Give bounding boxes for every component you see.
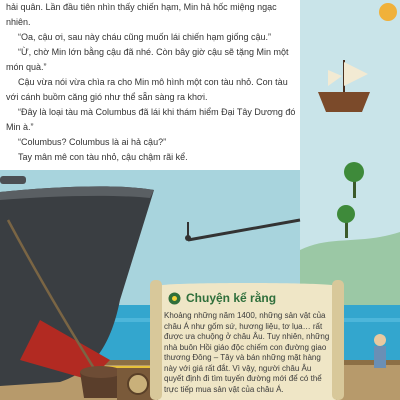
story-text <box>6 0 296 165</box>
bollard-top <box>80 366 122 378</box>
sidebar-title: Chuyện kể rằng <box>186 291 277 305</box>
tree-2 <box>337 205 355 223</box>
story-line: Cậu vừa nói vừa chìa ra cho Min mô hình một con tàu nhỏ. Con tàu với cánh buồm căng gió như thể sẵn sàng ra khơi. <box>6 77 288 102</box>
story-line: “Ừ, chờ Min lớn bằng cậu đã nhé. Còn bây giờ cậu sẽ tặng Min một món quà.” <box>6 47 289 72</box>
scroll-roll-right <box>332 280 344 400</box>
story-line: hải quân. Lần đầu tiên nhìn thấy chiến hạm, Min hả hốc miệng ngạc nhiên. <box>6 2 277 27</box>
story-line: Tay mân mê con tàu nhỏ, cậu chậm rãi kể. <box>18 152 188 162</box>
compass-icon <box>128 374 148 394</box>
sun <box>379 3 397 21</box>
person-head <box>374 334 386 346</box>
tree <box>344 162 364 182</box>
story-line: “Oa, cậu ơi, sau này cháu cũng muốn lái chiến hạm giống cậu.” <box>18 32 272 42</box>
person-body <box>374 346 386 368</box>
crane-hook <box>185 235 191 241</box>
story-line: “Columbus? Columbus là ai hả cậu?” <box>18 137 167 147</box>
sidebar-body: Khoảng những năm 1400, những sản vật của châu Á như gốm sứ, hương liệu, tơ lụa… rất được ưa chuộng ở châu Âu. Tuy nhiên, những nhà buôn Hồi giáo độc chiếm con đường giao thương Đông – Tây và bán những mặt hàng này với giá rất đắt. Vì vậy, người châu Âu quyết định đi tìm tuyến đường mới để có thể trực tiếp mua sản vật của châu Á. <box>164 311 330 394</box>
flower-icon <box>168 292 181 305</box>
caravel-hull <box>318 92 370 112</box>
story-line: “Đây là loại tàu mà Columbus đã lái khi thám hiểm Đại Tây Dương đó Min à.” <box>6 107 296 132</box>
deck-gun <box>0 176 26 184</box>
scroll-roll-left <box>150 280 162 400</box>
